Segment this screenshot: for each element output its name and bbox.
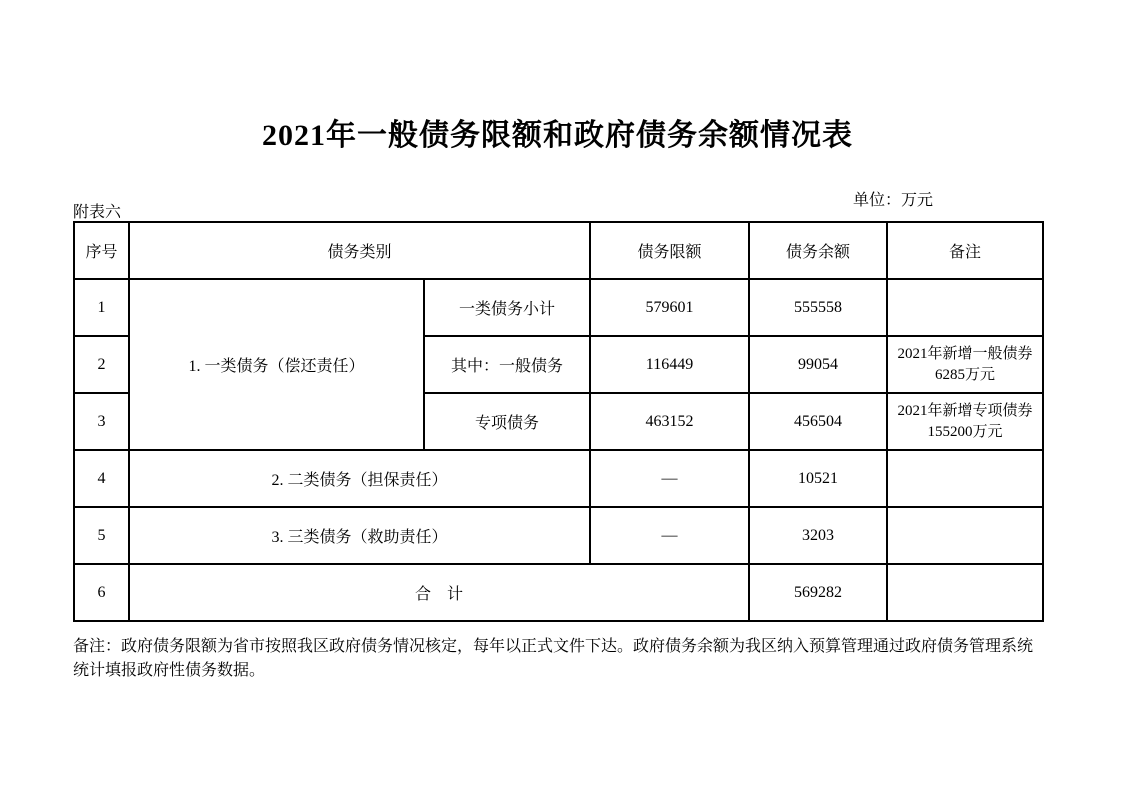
cell-remark-empty <box>887 507 1043 564</box>
cell-remark-empty <box>887 564 1043 621</box>
cell-balance: 555558 <box>749 279 887 336</box>
cell-limit: 116449 <box>590 336 749 393</box>
cell-balance: 99054 <box>749 336 887 393</box>
cell-remark-empty <box>887 279 1043 336</box>
cell-balance: 569282 <box>749 564 887 621</box>
cell-limit: — <box>590 450 749 507</box>
footnote-line-2: 统计填报政府性债务数据。 <box>73 662 266 679</box>
column-header-limit: 债务限额 <box>590 222 749 279</box>
cell-limit: — <box>590 507 749 564</box>
column-header-seq: 序号 <box>74 222 129 279</box>
cell-seq: 2 <box>74 336 129 393</box>
cell-item: 其中：一般债务 <box>424 336 590 393</box>
cell-item: 3. 三类债务（救助责任） <box>129 507 590 564</box>
cell-balance: 3203 <box>749 507 887 564</box>
cell-balance: 10521 <box>749 450 887 507</box>
unit-label: 单位：万元 <box>853 192 934 209</box>
header-row <box>74 222 1043 279</box>
attachment-label: 附表六 <box>73 204 122 221</box>
table-row <box>74 507 1043 564</box>
footnote <box>73 635 1051 683</box>
cell-remark: 2021年新增一般债券6285万元 <box>887 336 1043 393</box>
cell-seq: 6 <box>74 564 129 621</box>
cell-limit: 579601 <box>590 279 749 336</box>
cell-limit: 463152 <box>590 393 749 450</box>
debt-table <box>73 221 1044 622</box>
cell-balance: 456504 <box>749 393 887 450</box>
cell-seq: 1 <box>74 279 129 336</box>
table-row <box>74 450 1043 507</box>
table-row <box>74 564 1043 621</box>
cell-remark-empty <box>887 450 1043 507</box>
footnote-line-1: 备注：政府债务限额为省市按照我区政府债务情况核定，每年以正式文件下达。政府债务余额为我区纳入预算管理通过政府债务管理系统 <box>73 638 1034 655</box>
cell-seq: 5 <box>74 507 129 564</box>
cell-seq: 4 <box>74 450 129 507</box>
page-title: 2021年一般债务限额和政府债务余额情况表 <box>262 119 853 152</box>
column-header-remark: 备注 <box>887 222 1043 279</box>
cell-item: 一类债务小计 <box>424 279 590 336</box>
column-header-category: 债务类别 <box>129 222 590 279</box>
cell-item: 2. 二类债务（担保责任） <box>129 450 590 507</box>
cell-item: 合 计 <box>129 564 749 621</box>
cell-seq: 3 <box>74 393 129 450</box>
cell-remark: 2021年新增专项债券155200万元 <box>887 393 1043 450</box>
table-row <box>74 279 1043 336</box>
cell-item: 专项债务 <box>424 393 590 450</box>
cell-group-category: 1. 一类债务（偿还责任） <box>129 279 424 450</box>
column-header-balance: 债务余额 <box>749 222 887 279</box>
